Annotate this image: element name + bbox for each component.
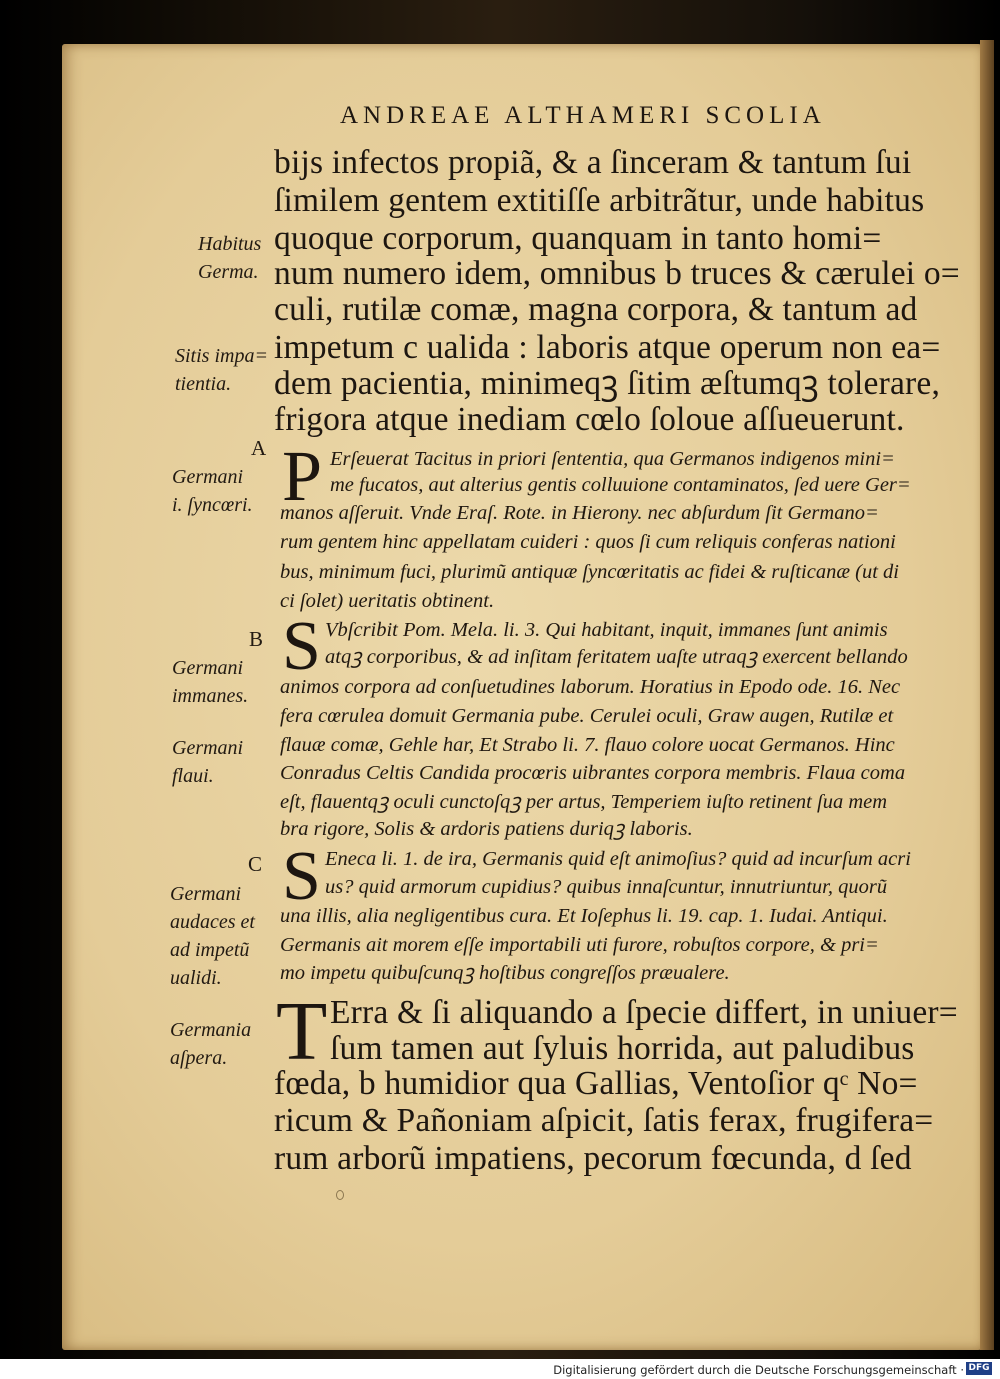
margin-note-line: flaui.: [172, 765, 214, 787]
margin-note-germani-audaces: [170, 880, 255, 992]
text-line: ſimilem gentem extitiſſe arbitrãtur, unde habitus: [274, 182, 925, 219]
text-line: impetum c ualida : laboris atque operum non ea=: [274, 329, 941, 366]
text-line: manos aſſeruit. Vnde Eraſ. Rote. in Hierony. nec abſurdum ſit Germano=: [280, 502, 879, 524]
text-line: rum gentem hinc appellatam cuideri : quos ſi cum reliquis conferas nationi: [280, 531, 896, 553]
text-line: Eneca li. 1. de ira, Germanis quid eſt animoſius? quid ad incurſum acri: [325, 848, 911, 870]
text-line: bijs infectos propiã, & a ſinceram & tantum ſui: [274, 144, 912, 181]
margin-note-line: Habitus: [198, 233, 262, 255]
margin-note-line: immanes.: [172, 685, 249, 707]
text-line: ſum tamen aut ſyluis horrida, aut paludibus: [330, 1030, 915, 1067]
text-line: Germanis ait morem eſſe importabili uti furore, robuſtos corpore, & pri=: [280, 934, 879, 956]
page-edge: [980, 40, 994, 1350]
text-line: me fucatos, aut alterius gentis colluuione contaminatos, ſed uere Ger=: [330, 474, 911, 496]
margin-note-germani-immanes: [172, 654, 248, 710]
text-line: fœda, b humidior qua Gallias, Ventoſior qᶜ No=: [274, 1065, 918, 1102]
drop-capital: T: [276, 985, 328, 1078]
margin-note-habitus: [198, 230, 261, 286]
text-line: una illis, alia negligentibus cura. Et Ioſephus li. 19. cap. 1. Iudai. Antiqui.: [280, 905, 888, 927]
margin-note-line: Germani: [172, 737, 244, 759]
text-line: flauæ comæ, Gehle har, Et Strabo li. 7. flauo colore uocat Germanos. Hinc: [280, 734, 895, 756]
text-line: rum arborũ impatiens, pecorum fœcunda, d ſed: [274, 1140, 912, 1177]
text-line: Conradus Celtis Candida procœris uibrantes corpora membris. Flaua coma: [280, 762, 906, 784]
text-line: bus, minimum fuci, plurimũ antiquæ ſyncœritatis ac fidei & ruſticanæ (ut di: [280, 561, 899, 583]
drop-capital: S: [282, 838, 321, 915]
text-line: dem pacientia, minimeqꝫ ſitim æſtumqꝫ tolerare,: [274, 365, 941, 402]
text-line: fera cœrulea domuit Germania pube. Cerulei oculi, Graw augen, Rutilæ et: [280, 705, 894, 727]
text-line: culi, rutilæ comæ, magna corpora, & tantum ad: [274, 291, 918, 328]
text-line: animos corpora ad conſuetudines laborum. Horatius in Epodo ode. 16. Nec: [280, 676, 901, 698]
margin-letter-b: B: [249, 627, 264, 651]
running-title: ANDREAE ALTHAMERI SCOLIA: [340, 102, 826, 129]
text-line: eſt, flauentqꝫ oculi cunctoſqꝫ per artus, Temperiem iuſto retinent ſua mem: [280, 791, 888, 813]
text-line: num numero idem, omnibus b truces & cærulei o=: [274, 255, 960, 292]
margin-note-line: i. ſyncœri.: [172, 494, 253, 516]
margin-note-line: Germani: [170, 883, 242, 905]
text-line: us? quid armorum cupidius? quibus innaſcuntur, innutriuntur, quorũ: [325, 876, 888, 898]
drop-capital: S: [282, 608, 321, 685]
margin-note-line: Germani: [172, 466, 244, 488]
margin-note-sitis: [175, 342, 268, 398]
text-line: bra rigore, Solis & ardoris patiens duriqꝫ laboris.: [280, 818, 693, 840]
text-line: ricum & Pañoniam aſpicit, ſatis ferax, frugifera=: [274, 1102, 934, 1139]
margin-note-line: ualidi.: [170, 967, 222, 989]
margin-note-line: tientia.: [175, 373, 232, 395]
margin-note-line: ad impetũ: [170, 939, 250, 961]
margin-letter-c: C: [248, 852, 263, 876]
text-line: mo impetu quibuſcunqꝫ hoſtibus congreſſos præualere.: [280, 962, 730, 984]
text-line: ci ſolet) ueritatis obtinent.: [280, 590, 495, 612]
margin-note-line: Germa.: [198, 261, 259, 283]
drop-capital: P: [282, 436, 323, 516]
margin-note-line: Germania: [170, 1019, 252, 1041]
margin-note-line: Germani: [172, 657, 244, 679]
margin-note-germani-flaui: [172, 734, 243, 790]
text-line: Vbſcribit Pom. Mela. li. 3. Qui habitant, inquit, immanes ſunt animis: [325, 619, 888, 641]
text-line: Erſeuerat Tacitus in priori ſententia, qua Germanos indigenos mini=: [330, 448, 895, 470]
dfg-logo-icon: DFG: [966, 1362, 992, 1375]
digitization-credit: Digitalisierung gefördert durch die Deutsche Forschungsgemeinschaft ·: [553, 1363, 964, 1377]
text-line: frigora atque inediam cœlo ſoloue aſſueuerunt.: [274, 401, 905, 438]
text-line: atqꝫ corporibus, & ad inſitam feritatem uaſte utraqꝫ exercent bellando: [325, 646, 908, 668]
margin-note-germani-syncer: [172, 463, 253, 519]
margin-note-line: Sitis impa=: [175, 345, 268, 367]
margin-letter-a: A: [251, 436, 267, 460]
paper-speck: [336, 1190, 344, 1200]
margin-note-germania-aspera: [170, 1016, 251, 1072]
text-line: quoque corporum, quanquam in tanto homi=: [274, 220, 882, 257]
margin-note-line: audaces et: [170, 911, 255, 933]
margin-note-line: aſpera.: [170, 1047, 228, 1069]
text-line: Erra & ſi aliquando a ſpecie differt, in uniuer=: [330, 994, 958, 1031]
